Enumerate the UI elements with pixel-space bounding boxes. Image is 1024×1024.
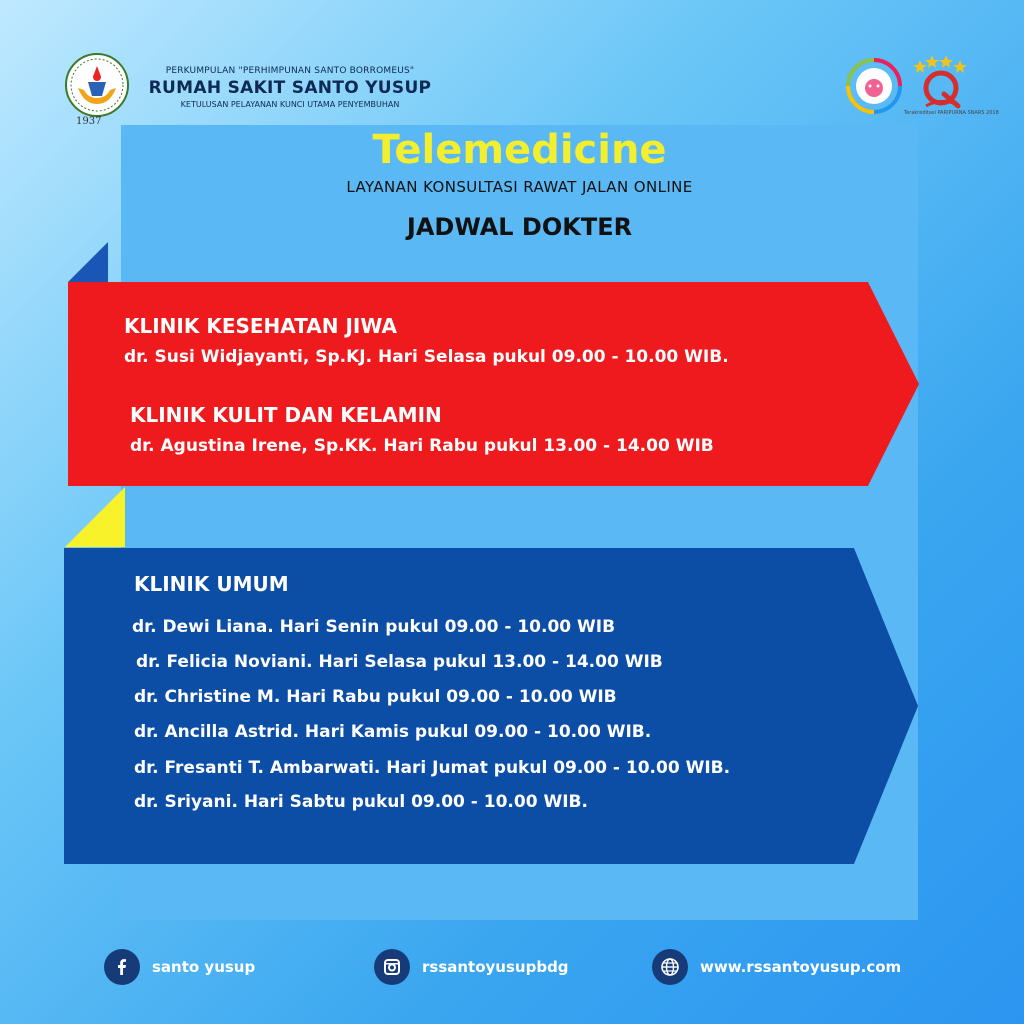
instagram-handle: rssantoyusupbdg <box>422 958 569 976</box>
schedule-heading: JADWAL DOKTER <box>406 213 633 241</box>
clinic-title-kulit: KLINIK KULIT DAN KELAMIN <box>130 403 442 427</box>
org-parent-name: PERKUMPULAN "PERHIMPUNAN SANTO BORROMEUS" <box>165 66 415 76</box>
schedule-line: dr. Sriyani. Hari Sabtu pukul 09.00 - 10.00 WIB. <box>134 792 588 812</box>
schedule-line: dr. Agustina Irene, Sp.KK. Hari Rabu pukul 13.00 - 14.00 WIB <box>130 436 714 456</box>
facebook-icon <box>104 949 140 985</box>
schedule-line: dr. Felicia Noviani. Hari Selasa pukul 13.00 - 14.00 WIB <box>136 652 663 672</box>
schedule-line: dr. Christine M. Hari Rabu pukul 09.00 - 10.00 WIB <box>134 687 617 707</box>
org-tagline: KETULUSAN PELAYANAN KUNCI UTAMA PENYEMBUHAN <box>180 100 400 109</box>
instagram-icon <box>374 949 410 985</box>
schedule-line: dr. Susi Widjayanti, Sp.KJ. Hari Selasa pukul 09.00 - 10.00 WIB. <box>124 347 729 367</box>
page-subtitle: LAYANAN KONSULTASI RAWAT JALAN ONLINE <box>346 178 693 196</box>
globe-icon <box>652 949 688 985</box>
clinic-title-jiwa: KLINIK KESEHATAN JIWA <box>124 314 398 338</box>
instagram-link[interactable] <box>374 948 569 986</box>
facebook-handle: santo yusup <box>152 958 256 976</box>
facebook-link[interactable] <box>104 948 255 986</box>
website-link[interactable] <box>652 948 901 986</box>
decorative-triangle-blue <box>68 242 108 282</box>
decorative-triangle-yellow <box>65 487 125 547</box>
logo-year: 1937 <box>76 116 102 127</box>
schedule-line: dr. Fresanti T. Ambarwati. Hari Jumat pukul 09.00 - 10.00 WIB. <box>134 758 731 778</box>
org-name: RUMAH SAKIT SANTO YUSUP <box>148 78 432 98</box>
schedule-line: dr. Ancilla Astrid. Hari Kamis pukul 09.00 - 10.00 WIB. <box>134 722 652 742</box>
website-url: www.rssantoyusup.com <box>700 958 902 976</box>
schedule-line: dr. Dewi Liana. Hari Senin pukul 09.00 - 10.00 WIB <box>132 617 616 637</box>
partner-logo-icon <box>846 58 902 114</box>
accreditation-text: Terakreditasi PARIPURNA SNARS 2018 <box>904 110 999 116</box>
hospital-logo <box>64 52 130 118</box>
organization-block <box>140 66 440 109</box>
clinic-title-umum: KLINIK UMUM <box>134 572 289 596</box>
page-title: Telemedicine <box>372 127 667 173</box>
accreditation-logo-icon <box>910 52 972 112</box>
